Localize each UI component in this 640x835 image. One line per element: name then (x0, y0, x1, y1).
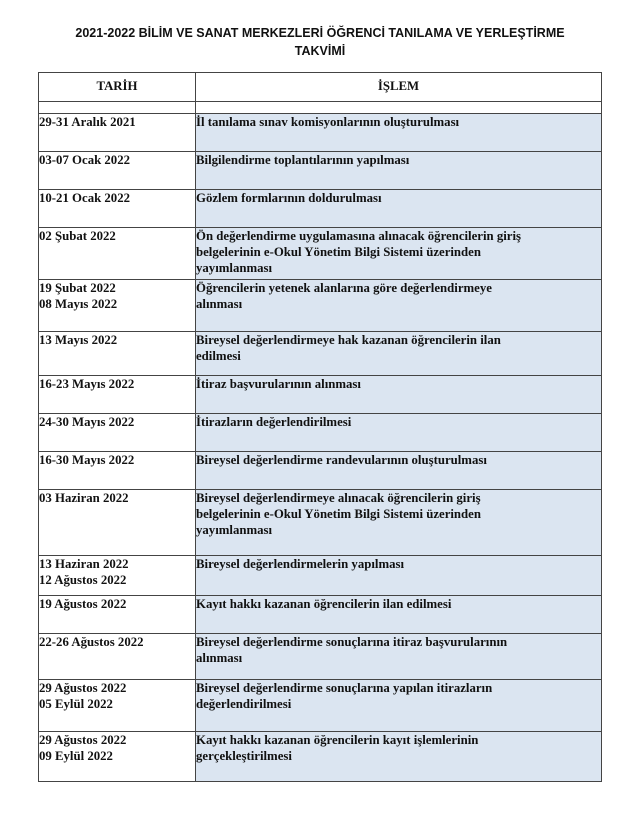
row-action (196, 732, 602, 782)
action-text: değerlendirilmesi (196, 697, 292, 711)
table-row (39, 190, 602, 228)
title-line-1: 2021-2022 BİLİM VE SANAT MERKEZLERİ ÖĞRENCİ TANILAMA VE YERLEŞTİRME (75, 26, 565, 40)
row-action (196, 332, 602, 376)
row-action (196, 280, 602, 332)
action-text: Kayıt hakkı kazanan öğrencilerin ilan edilmesi (196, 597, 452, 611)
row-action (196, 228, 602, 280)
row-date (39, 280, 196, 332)
action-text: İtiraz başvurularının alınması (196, 377, 361, 391)
row-date (39, 228, 196, 280)
action-text: Öğrencilerin yetenek alanlarına göre değerlendirmeye (196, 281, 492, 295)
row-action (196, 414, 602, 452)
action-text: Bilgilendirme toplantılarının yapılması (196, 153, 410, 167)
date-text: 29 Ağustos 2022 (39, 681, 127, 695)
row-action (196, 596, 602, 634)
date-text: 24-30 Mayıs 2022 (39, 415, 135, 429)
action-text: yayımlanması (196, 523, 273, 537)
row-date (39, 556, 196, 596)
row-date (39, 414, 196, 452)
row-action (196, 556, 602, 596)
table-row (39, 376, 602, 414)
table-row (39, 634, 602, 680)
row-action (196, 376, 602, 414)
row-date (39, 114, 196, 152)
action-text: Bireysel değerlendirmelerin yapılması (196, 557, 405, 571)
table-row (39, 332, 602, 376)
action-text: gerçekleştirilmesi (196, 749, 292, 763)
header-action: İŞLEM (196, 73, 602, 102)
action-text: Bireysel değerlendirmeye alınacak öğrencilerin giriş (196, 491, 481, 505)
table-row (39, 228, 602, 280)
action-text: Bireysel değerlendirme randevularının oluşturulması (196, 453, 487, 467)
date-text: 29 Ağustos 2022 (39, 733, 127, 747)
action-text: belgelerinin e-Okul Yönetim Bilgi Sistemi üzerinden (196, 507, 481, 521)
row-date (39, 634, 196, 680)
row-date (39, 452, 196, 490)
date-text: 10-21 Ocak 2022 (39, 191, 130, 205)
action-text: Gözlem formlarının doldurulması (196, 191, 382, 205)
table-row (39, 452, 602, 490)
table-row (39, 490, 602, 556)
header-date: TARİH (39, 73, 196, 102)
date-text: 16-30 Mayıs 2022 (39, 453, 135, 467)
date-text: 02 Şubat 2022 (39, 229, 116, 243)
date-text: 05 Eylül 2022 (39, 697, 113, 711)
action-text: Bireysel değerlendirmeye hak kazanan öğrencilerin ilan (196, 333, 501, 347)
date-text: 08 Mayıs 2022 (39, 297, 118, 311)
document-title (0, 24, 640, 60)
row-action (196, 152, 602, 190)
table-row (39, 280, 602, 332)
header-spacer-row (39, 102, 602, 114)
date-text: 03 Haziran 2022 (39, 491, 129, 505)
title-line-2: TAKVİMİ (294, 44, 346, 58)
action-text: yayımlanması (196, 261, 273, 275)
row-date (39, 190, 196, 228)
action-text: edilmesi (196, 349, 241, 363)
action-text: Ön değerlendirme uygulamasına alınacak öğrencilerin giriş (196, 229, 522, 243)
row-action (196, 634, 602, 680)
action-text: İtirazların değerlendirilmesi (196, 415, 352, 429)
row-date (39, 732, 196, 782)
date-text: 09 Eylül 2022 (39, 749, 113, 763)
row-date (39, 680, 196, 732)
date-text: 16-23 Mayıs 2022 (39, 377, 135, 391)
row-date (39, 152, 196, 190)
date-text: 12 Ağustos 2022 (39, 573, 127, 587)
row-action (196, 190, 602, 228)
row-date (39, 596, 196, 634)
row-action (196, 452, 602, 490)
date-text: 03-07 Ocak 2022 (39, 153, 130, 167)
action-text: İl tanılama sınav komisyonlarının oluşturulması (196, 115, 460, 129)
table-row (39, 152, 602, 190)
row-action (196, 490, 602, 556)
action-text: Bireysel değerlendirme sonuçlarına itiraz başvurularının (196, 635, 508, 649)
table-row (39, 556, 602, 596)
table-row (39, 414, 602, 452)
action-text: alınması (196, 651, 243, 665)
table-row (39, 680, 602, 732)
row-date (39, 376, 196, 414)
row-date (39, 490, 196, 556)
date-text: 19 Ağustos 2022 (39, 597, 127, 611)
row-action (196, 680, 602, 732)
calendar-table (38, 72, 602, 782)
action-text: Bireysel değerlendirme sonuçlarına yapılan itirazların (196, 681, 493, 695)
calendar-rows (39, 114, 602, 782)
header-row (39, 73, 602, 102)
action-text: alınması (196, 297, 243, 311)
table-row (39, 732, 602, 782)
date-text: 19 Şubat 2022 (39, 281, 116, 295)
action-text: belgelerinin e-Okul Yönetim Bilgi Sistemi üzerinden (196, 245, 481, 259)
date-text: 13 Haziran 2022 (39, 557, 129, 571)
date-text: 13 Mayıs 2022 (39, 333, 118, 347)
table-row (39, 596, 602, 634)
row-date (39, 332, 196, 376)
action-text: Kayıt hakkı kazanan öğrencilerin kayıt işlemlerinin (196, 733, 479, 747)
row-action (196, 114, 602, 152)
date-text: 22-26 Ağustos 2022 (39, 635, 144, 649)
table-row (39, 114, 602, 152)
date-text: 29-31 Aralık 2021 (39, 115, 136, 129)
